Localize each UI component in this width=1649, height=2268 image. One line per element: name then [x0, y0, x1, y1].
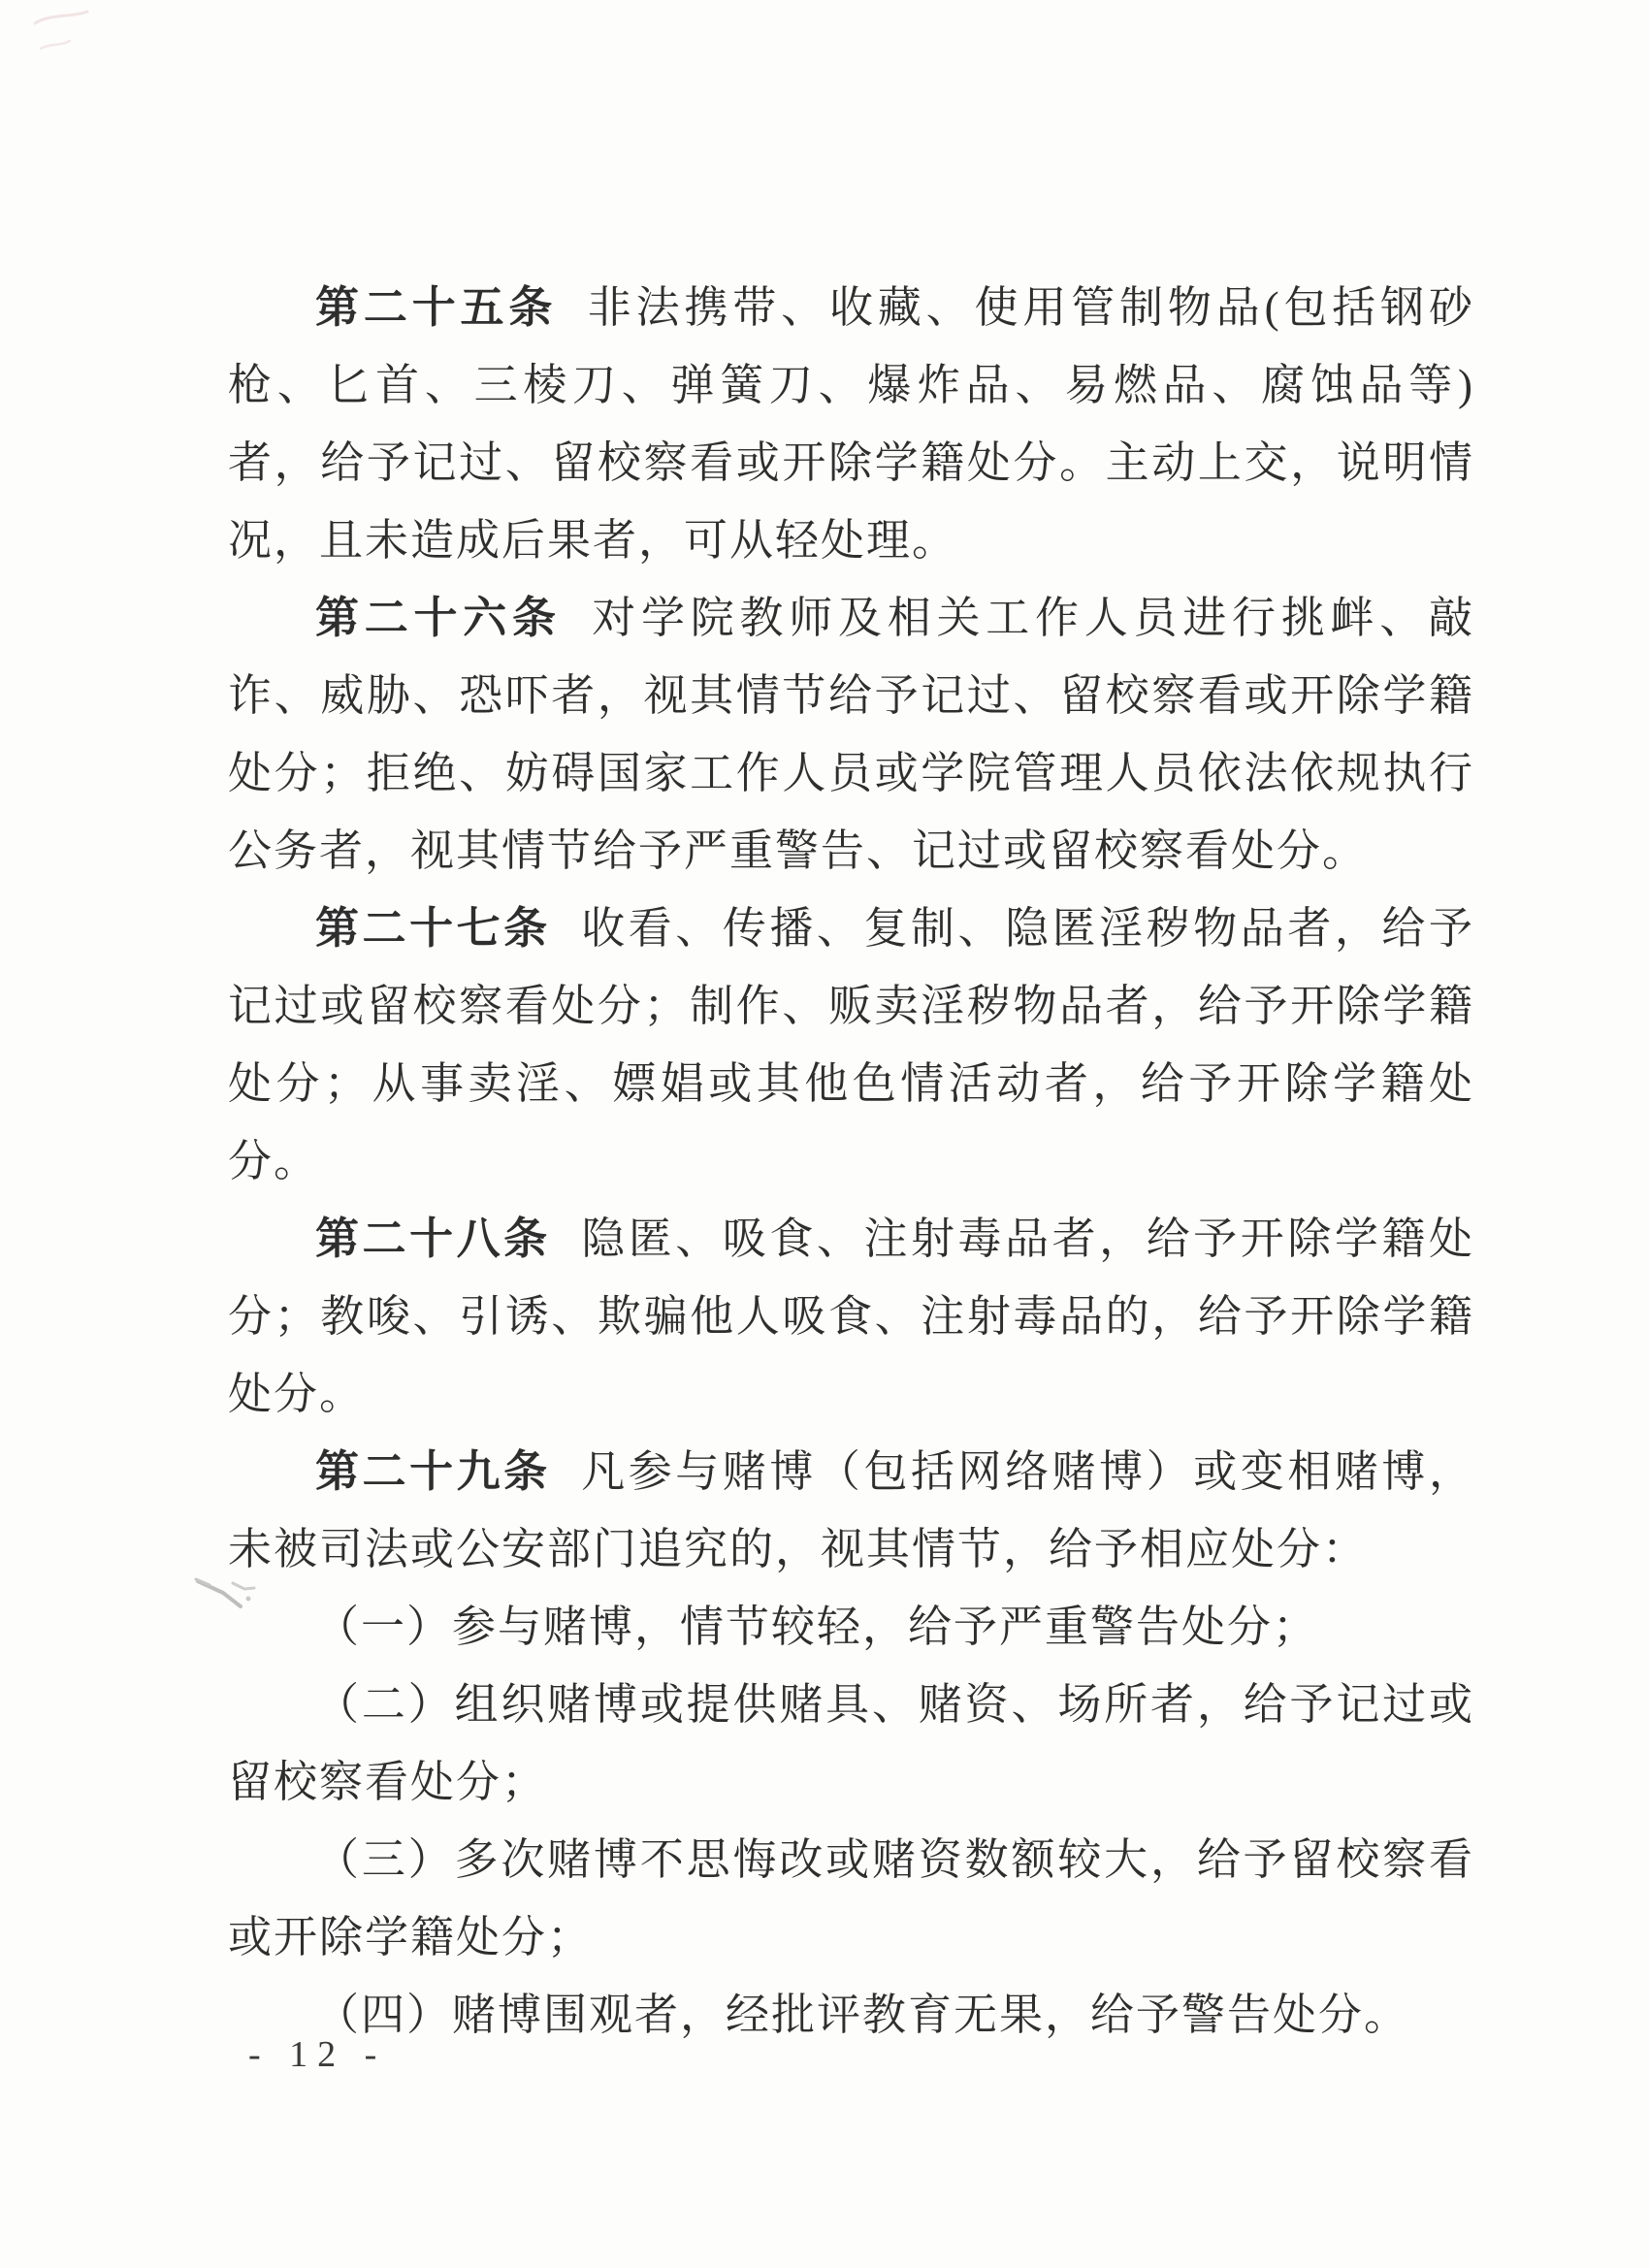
- document-body: [228, 269, 1474, 2054]
- article-paragraph: [228, 1588, 1474, 1666]
- article-body: 非法携带、收藏、使用管制物品(包括钢砂枪、匕首、三棱刀、弹簧刀、爆炸品、易燃品、腐蚀品等)者，给予记过、留校察看或开除学籍处分。主动上交，说明情况，且未造成后果者，可从轻处理。: [228, 283, 1474, 565]
- article-paragraph: [228, 1200, 1474, 1433]
- article-body: （四）赌博围观者，经批评教育无果，给予警告处分。: [315, 1991, 1410, 2039]
- article-term: 第二十六条: [315, 594, 562, 642]
- article-paragraph: [228, 579, 1474, 890]
- article-body: （三）多次赌博不思悔改或赌资数额较大，给予留校察看或开除学籍处分；: [228, 1835, 1474, 1961]
- article-paragraph: [228, 269, 1474, 579]
- article-body: 隐匿、吸食、注射毒品者，给予开除学籍处分；教唆、引诱、欺骗他人吸食、注射毒品的，给予开除学籍处分。: [228, 1215, 1474, 1418]
- article-body: 对学院教师及相关工作人员进行挑衅、敲诈、威胁、恐吓者，视其情节给予记过、留校察看或开除学籍处分；拒绝、妨碍国家工作人员或学院管理人员依法依规执行公务者，视其情节给予严重警告、记过或留校察看处分。: [228, 594, 1474, 875]
- article-paragraph: [228, 890, 1474, 1200]
- scan-artifact: [27, 6, 134, 83]
- page-number: - 12 -: [248, 2034, 387, 2075]
- article-term: 第二十五条: [315, 283, 558, 332]
- article-body: 收看、传播、复制、隐匿淫秽物品者，给予记过或留校察看处分；制作、贩卖淫秽物品者，给予开除学籍处分；从事卖淫、嫖娼或其他色情活动者，给予开除学籍处分。: [228, 904, 1474, 1185]
- article-body: （一）参与赌博，情节较轻，给予严重警告处分；: [315, 1603, 1319, 1651]
- article-body: 凡参与赌博（包括网络赌博）或变相赌博，未被司法或公安部门追究的，视其情节，给予相应处分：: [228, 1447, 1474, 1573]
- article-body: （二）组织赌博或提供赌具、赌资、场所者，给予记过或留校察看处分；: [228, 1680, 1474, 1806]
- article-term: 第二十八条: [315, 1215, 551, 1263]
- article-paragraph: [228, 1821, 1474, 1976]
- article-term: 第二十九条: [315, 1447, 551, 1496]
- article-paragraph: [228, 1976, 1474, 2054]
- article-paragraph: [228, 1666, 1474, 1821]
- article-term: 第二十七条: [315, 904, 551, 953]
- article-paragraph: [228, 1433, 1474, 1588]
